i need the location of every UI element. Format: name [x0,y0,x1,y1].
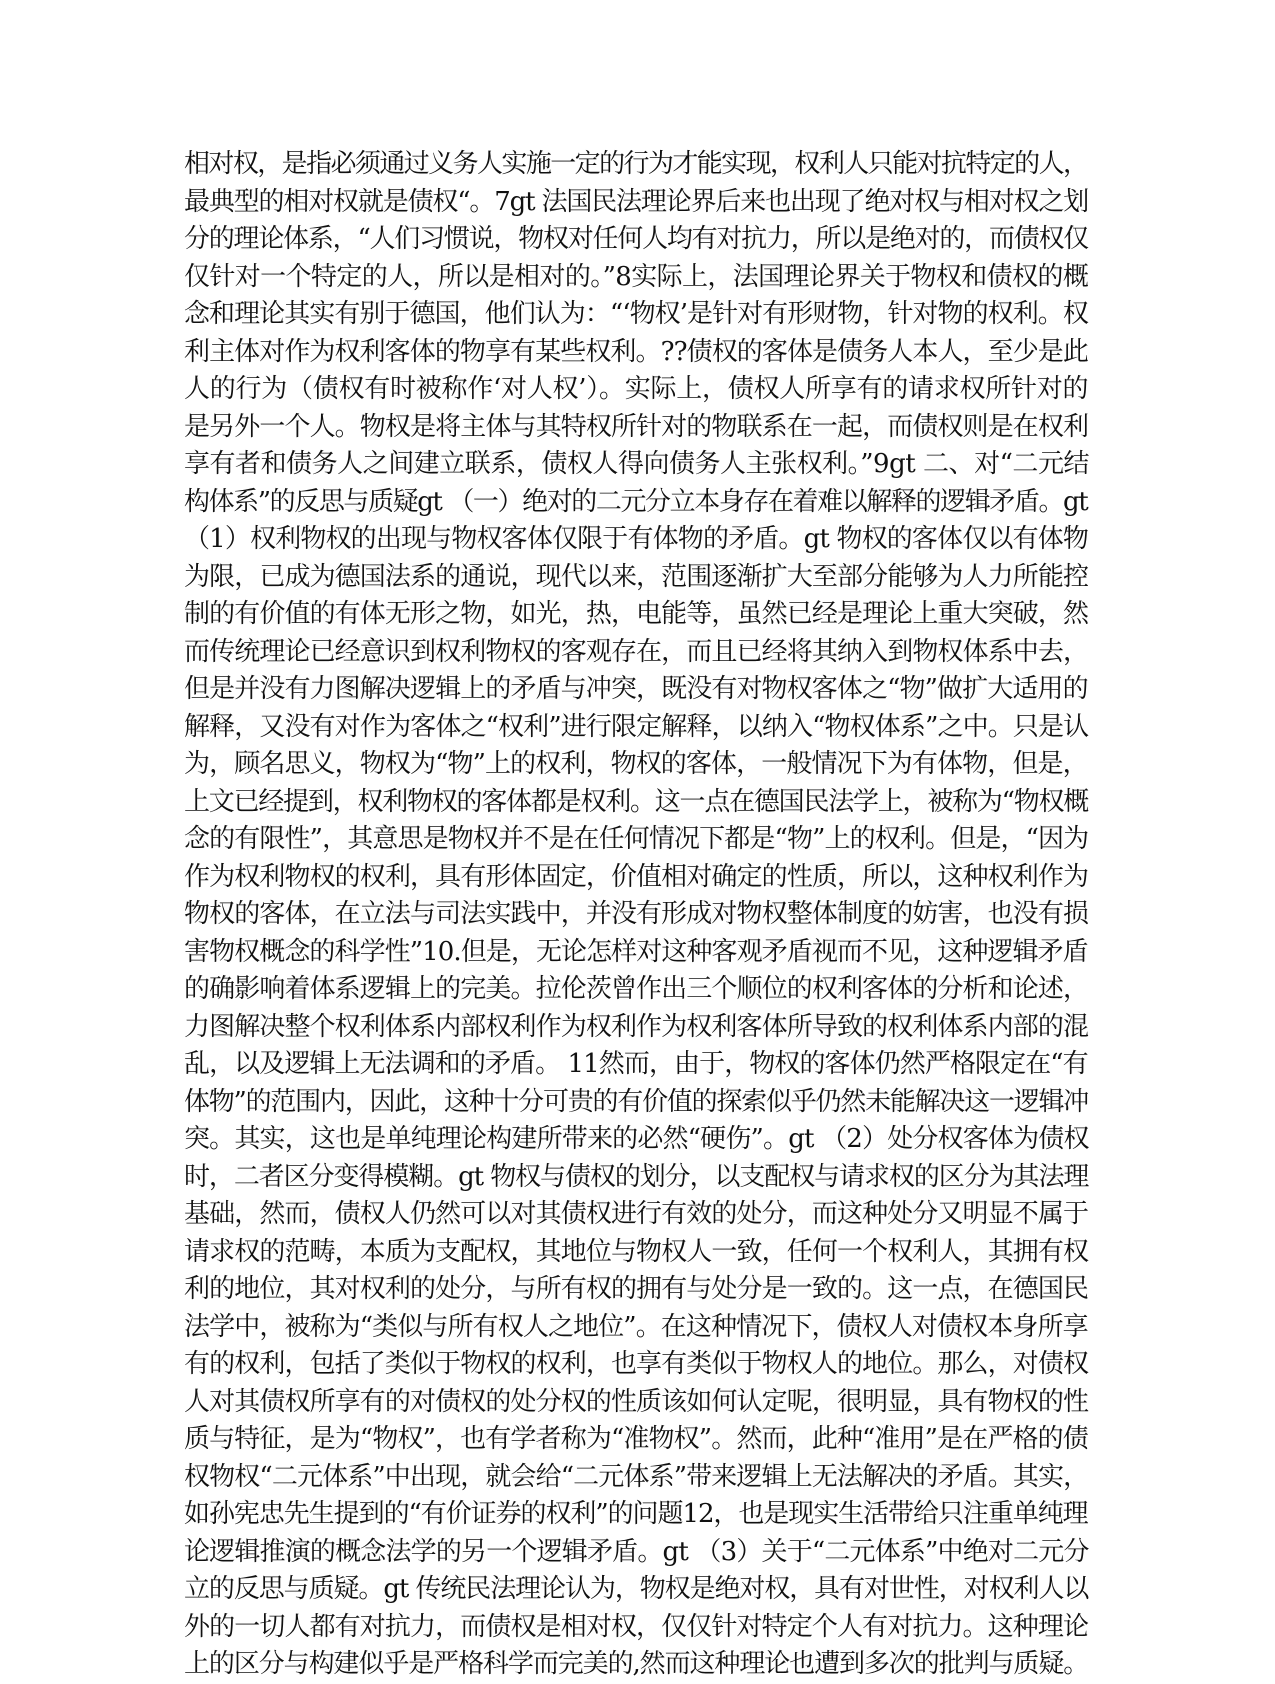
text-line: 论逻辑推演的概念法学的另一个逻辑矛盾。gt （3）关于“二元体系”中绝对二元分 [184,1536,1089,1567]
text-line: 解释，又没有对作为客体之“权利”进行限定解释，以纳入“物权体系”之中。只是认 [184,711,1089,742]
text-line: 质与特征，是为“物权”，也有学者称为“准物权”。然而，此种“准用”是在严格的债 [184,1424,1088,1454]
text-line: 构体系”的反思与质疑gt （一）绝对的二元分立本身存在着难以解释的逻辑矛盾。gt [184,486,1088,517]
text-line: 力图解决整个权利体系内部权利作为权利作为权利客体所导致的权利体系内部的混 [184,1011,1089,1042]
text-line: 有的权利，包括了类似于物权的权利，也享有类似于物权人的地位。那么，对债权 [184,1349,1089,1379]
text-line: 如孙宪忠先生提到的“有价证券的权利”的问题12，也是现实生活带给只注重单纯理 [184,1499,1088,1529]
text-line: 利主体对作为权利客体的物享有某些权利。??债权的客体是债务人本人，至少是此 [184,336,1088,367]
text-line: 念的有限性”，其意思是物权并不是在任何情况下都是“物”上的权利。但是，“因为 [184,824,1089,854]
text-line: 仅针对一个特定的人，所以是相对的。”8实际上，法国理论界关于物权和债权的概 [184,261,1089,292]
text-line: 权物权“二元体系”中出现，就会给“二元体系”带来逻辑上无法解决的矛盾。其实， [184,1461,1089,1492]
text-line: 利的地位，其对权利的处分，与所有权的拥有与处分是一致的。这一点，在德国民 [184,1274,1089,1304]
text-line: 享有者和债务人之间建立联系，债权人得向债务人主张权利。”9gt 二、对“二元结 [184,449,1089,479]
text-line: 立的反思与质疑。gt 传统民法理论认为，物权是绝对权，具有对世性，对权利人以 [184,1574,1089,1604]
text-line: （1）权利物权的出现与物权客体仅限于有体物的矛盾。gt 物权的客体仅以有体物 [184,524,1089,554]
text-line: 为限，已成为德国法系的通说，现代以来，范围逐渐扩大至部分能够为人力所能控 [184,561,1089,592]
text-line: 法学中，被称为“类似与所有权人之地位”。在这种情况下，债权人对债权本身所享 [184,1311,1088,1342]
text-line: 的确影响着体系逻辑上的完美。拉伦茨曾作出三个顺位的权利客体的分析和论述， [184,974,1089,1004]
text-line: 请求权的范畴，本质为支配权，其地位与物权人一致，任何一个权利人，其拥有权 [184,1236,1089,1267]
text-line: 念和理论其实有别于德国，他们认为：“‘物权’是针对有形财物，针对物的权利。权 [184,299,1088,329]
text-line: 分的理论体系，“人们习惯说，物权对任何人均有对抗力，所以是绝对的，而债权仅 [184,224,1089,254]
text-line: 人的行为（债权有时被称作‘对人权’）。实际上，债权人所享有的请求权所针对的 [184,374,1089,404]
text-line: 时，二者区分变得模糊。gt 物权与债权的划分，以支配权与请求权的区分为其法理 [184,1161,1089,1192]
text-line: 物权的客体，在立法与司法实践中，并没有形成对物权整体制度的妨害，也没有损 [184,899,1089,929]
text-line: 体物”的范围内，因此，这种十分可贵的有价值的探索似乎仍然未能解决这一逻辑冲 [184,1086,1089,1117]
text-line: 而传统理论已经意识到权利物权的客观存在，而且已经将其纳入到物权体系中去， [184,636,1089,667]
text-line: 害物权概念的科学性”10.但是，无论怎样对这种客观矛盾视而不见，这种逻辑矛盾 [184,936,1088,967]
text-line: 外的一切人都有对抗力，而债权是相对权，仅仅针对特定个人有对抗力。这种理论 [184,1611,1089,1642]
text-line: 为，顾名思义，物权为“物”上的权利，物权的客体，一般情况下为有体物，但是， [184,749,1088,779]
text-line: 是另外一个人。物权是将主体与其特权所针对的物联系在一起，而债权则是在权利 [184,411,1089,442]
text-line: 相对权，是指必须通过义务人实施一定的行为才能实现，权利人只能对抗特定的人， [184,149,1088,179]
text-line: 上的区分与构建似乎是严格科学而完美的,然而这种理论也遭到多次的批判与质疑。 [184,1649,1089,1679]
body-text [184,146,1089,1684]
text-line: 上文已经提到，权利物权的客体都是权利。这一点在德国民法学上，被称为“物权概 [184,786,1089,817]
text-line: 最典型的相对权就是债权“。7gt 法国民法理论界后来也出现了绝对权与相对权之划 [184,186,1089,217]
text-line: 突。其实，这也是单纯理论构建所带来的必然“硬伤”。gt （2）处分权客体为债权 [184,1124,1089,1154]
text-line: 基础，然而，债权人仍然可以对其债权进行有效的处分，而这种处分又明显不属于 [184,1199,1089,1229]
text-line: 制的有价值的有体无形之物，如光，热，电能等，虽然已经是理论上重大突破，然 [184,599,1089,629]
text-line: 乱，以及逻辑上无法调和的矛盾。 11然而，由于，物权的客体仍然严格限定在“有 [184,1049,1088,1079]
text-line: 人对其债权所享有的对债权的处分权的性质该如何认定呢，很明显，具有物权的性 [184,1386,1089,1417]
text-line: 但是并没有力图解决逻辑上的矛盾与冲突，既没有对物权客体之“物”做扩大适用的 [184,674,1088,704]
text-line: 作为权利物权的权利，具有形体固定，价值相对确定的性质，所以，这种权利作为 [184,861,1089,892]
